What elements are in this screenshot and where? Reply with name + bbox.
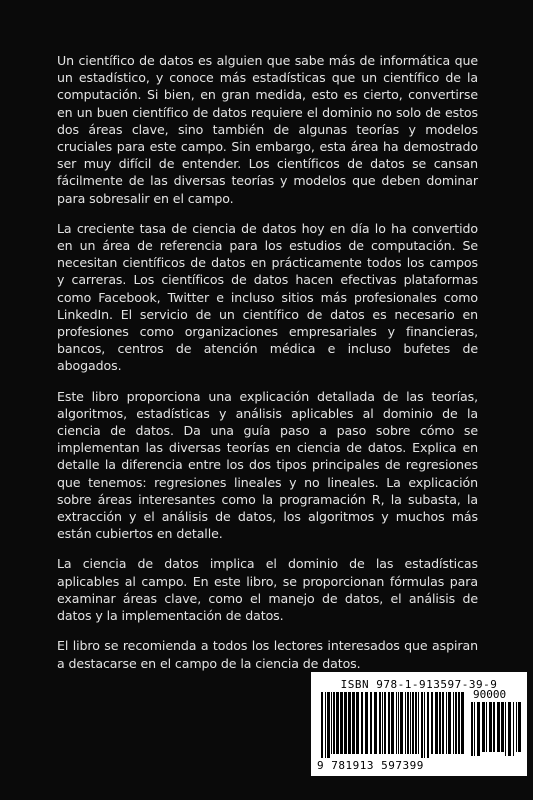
barcode-bar (333, 692, 335, 754)
ean-digits: 9 781913 597399 (317, 759, 424, 772)
addon-barcode-bars (471, 702, 521, 756)
barcode-bar (455, 692, 457, 754)
addon-code: 90000 (473, 688, 507, 701)
isbn-barcode (311, 672, 527, 776)
barcode-bar (336, 692, 339, 754)
barcode-bar (398, 692, 399, 754)
barcode-bar (439, 692, 441, 754)
ean-barcode-bars (321, 692, 465, 758)
description-paragraph-5: El libro se recomienda a todos los lectores interesados que aspiran a destacarse en el campo de la ciencia de datos. (57, 638, 478, 671)
barcode-bar (471, 702, 473, 756)
barcode-bar (421, 692, 423, 758)
barcode-bar (493, 702, 495, 752)
barcode-bar (374, 692, 377, 754)
barcode-bar (379, 692, 381, 754)
description-paragraph-1: Un científico de datos es alguien que sabe más de informática que un estadístico, y conoce más estadísticas que un científico de la computación. Si bien, en gran medida, esto es cierto, convertirse en un buen científico de datos requiere el dominio no solo de estos dos áreas clave, sino también de algunas teorías y modelos cruciales para este campo. Sin embargo, esta área ha demostrado ser muy difícil de entender. Los científicos de datos se cansan fácilmente de las diversas teorías y modelos que deben dominar para sobresalir en el campo. (57, 53, 478, 206)
barcode-bar (477, 702, 480, 756)
barcode-bar (446, 692, 447, 754)
barcode-bar (431, 692, 433, 754)
barcode-bar (497, 702, 500, 752)
barcode-bar (427, 692, 429, 758)
barcode-bar (415, 692, 417, 754)
barcode-bar (486, 702, 487, 752)
description-paragraph-2: La creciente tasa de ciencia de datos hoy en día lo ha convertido en un área de referencia para los estudios de computación. Se necesitan científicos de datos en prácticamente todos los campos y carreras. Los científicos de datos hacen efectivas plataformas como Facebook, Twitter e incluso sitios más profesionales como LinkedIn. El servicio de un científico de datos es necesario en profesiones como organizaciones empresariales y financieras, bancos, centros de atención médica e incluso bufetes de abogados. (57, 220, 478, 374)
barcode-bar (424, 692, 425, 758)
barcode-bar (505, 702, 506, 756)
barcode-bar (458, 692, 460, 754)
barcode-bar (501, 702, 504, 752)
barcode-bar (410, 692, 411, 754)
barcode-bar (412, 692, 414, 754)
barcode-bar (388, 692, 390, 754)
barcode-bar (516, 702, 517, 752)
barcode-bar (331, 692, 332, 754)
barcode-bar (396, 692, 397, 754)
barcode-bar (356, 692, 359, 754)
barcode-bar (442, 692, 444, 754)
barcode-bar (461, 692, 464, 754)
barcode-bar (327, 692, 330, 758)
description-paragraph-4: La ciencia de datos implica el dominio de las estadísticas aplicables al campo. En este libro, se proporcionan fórmulas para examinar áreas clave, como el manejo de datos, el análisis de datos y la implementación de datos. (57, 556, 478, 624)
barcode-bar (482, 702, 485, 752)
barcode-bar (352, 692, 355, 754)
barcode-bar (382, 692, 383, 754)
barcode-bar (361, 692, 363, 754)
barcode-bar (391, 692, 394, 754)
barcode-bar (348, 692, 351, 754)
back-cover-description (57, 52, 478, 685)
barcode-bar (489, 702, 492, 752)
barcode-bar (400, 692, 403, 754)
barcode-bar (513, 702, 514, 756)
barcode-bar (407, 692, 409, 754)
barcode-bar (453, 692, 454, 754)
barcode-bar (384, 692, 386, 754)
barcode-bar (435, 692, 438, 754)
barcode-bar (344, 692, 347, 754)
barcode-bar (448, 692, 451, 754)
barcode-bar (370, 692, 372, 754)
barcode-bar (325, 692, 326, 758)
barcode-bar (340, 692, 343, 754)
barcode-bar (321, 692, 323, 758)
barcode-bar (418, 692, 419, 754)
barcode-bar (518, 702, 521, 752)
barcode-bar (405, 692, 406, 754)
barcode-bar (474, 702, 475, 756)
description-paragraph-3: Este libro proporciona una explicación detallada de las teorías, algoritmos, estadísticas y análisis aplicables al dominio de la ciencia de datos. Da una guía paso a paso sobre cómo se implementan las diversas teorías en ciencia de datos. Explica en detalle la diferencia entre los dos tipos principales de regresiones que tenemos: regresiones lineales y no lineales. La explicación sobre áreas interesantes como la programación R, la subasta, la extracción y el análisis de datos, los algoritmos y muchos más están cubiertos en detalle. (57, 388, 478, 542)
isbn-label: ISBN 978-1-913597-39-9 (340, 678, 498, 691)
barcode-bar (365, 692, 368, 754)
barcode-bar (508, 702, 511, 756)
